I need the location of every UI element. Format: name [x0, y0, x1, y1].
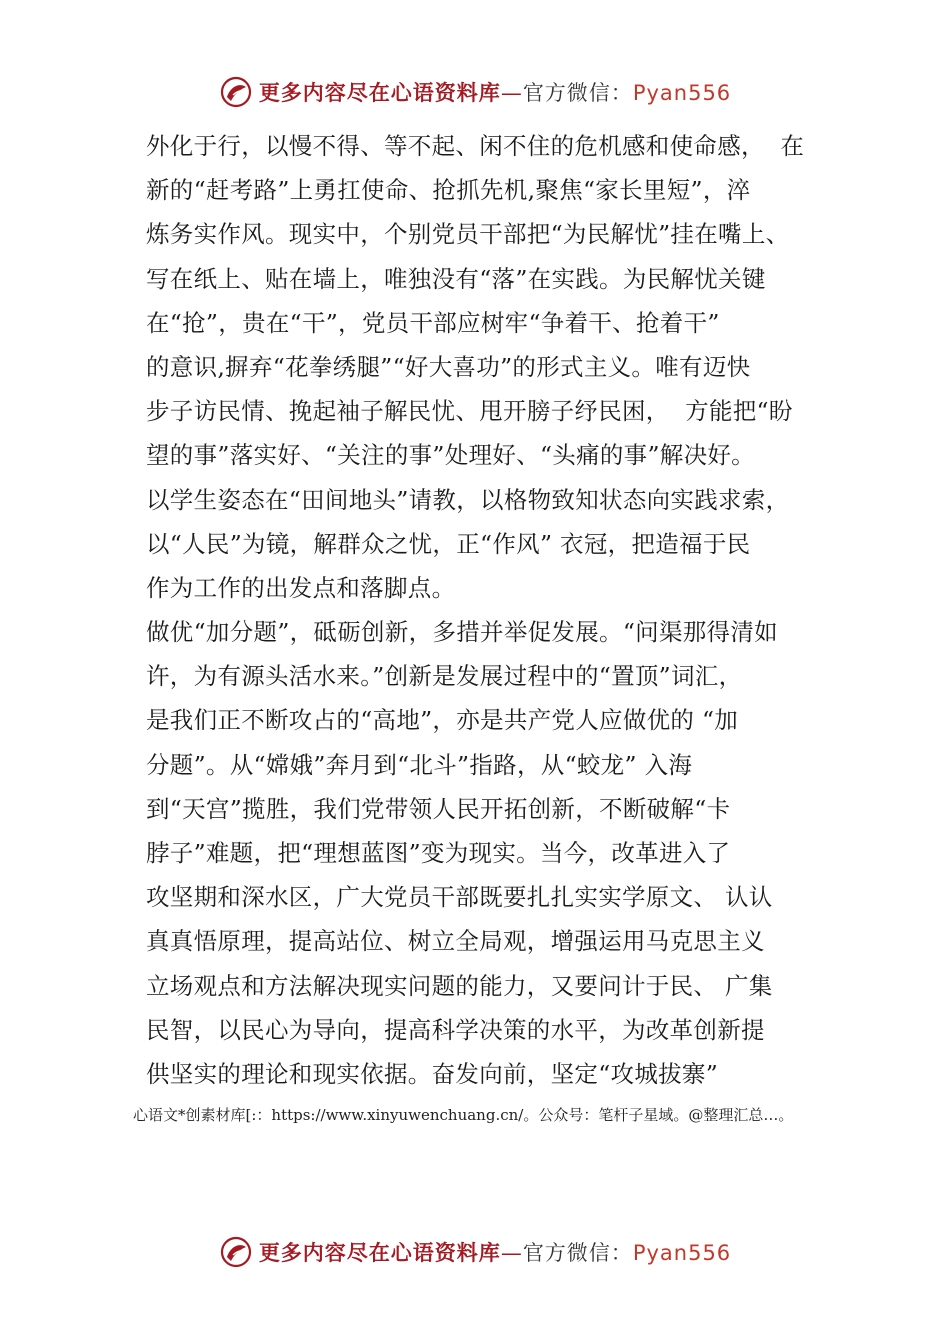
text-line: 攻坚期和深水区，广大党员干部既要扎扎实实学原文、 认认	[146, 883, 773, 912]
text-line: 炼务实作风。现实中，个别党员干部把“为民解忧”挂在嘴上、	[146, 220, 790, 249]
text-line: 民智，以民心为导向，提高科学决策的水平，为改革创新提	[146, 1015, 765, 1044]
banner-text	[259, 1237, 731, 1267]
text-line: 外化于行，以慢不得、等不起、闲不住的危机感和使命感， 在	[146, 132, 805, 160]
text-line: 以学生姿态在“田间地头”请教，以格物致知状态向实践求索，	[146, 485, 790, 514]
banner-wechat-id: Pyan556	[632, 1241, 732, 1265]
footer-banner	[0, 1230, 950, 1274]
text-line: 到“天宫”揽胜，我们党带领人民开拓创新，不断破解“卡	[146, 794, 731, 823]
text-line: 脖子”难题，把“理想蓝图”变为现实。当今，改革进入了	[146, 839, 731, 867]
text-line: 写在纸上、贴在墙上，唯独没有“落”在实践。为民解忧关键	[146, 264, 766, 293]
banner-main-text: 更多内容尽在心语资料库	[258, 1241, 501, 1265]
banner-main-text: 更多内容尽在心语资料库	[258, 81, 501, 105]
banner-wechat-label: 官方微信：	[522, 81, 633, 105]
text-line: 在“抢”，贵在“干”，党员干部应树牢“争着干、抢着干”	[146, 308, 720, 337]
text-line: 许，为有源头活水来。”创新是发展过程中的“置顶”词汇，	[146, 662, 743, 691]
text-line: 真真悟原理，提高站位、树立全局观，增强运用马克思主义	[146, 927, 765, 956]
text-line: 的意识,摒弃“花拳绣腿”“好大喜功”的形式主义。唯有迈快	[146, 352, 751, 381]
banner-wechat-label: 官方微信：	[522, 1241, 633, 1265]
banner-wechat-id: Pyan556	[632, 81, 732, 105]
text-line: 立场观点和方法解决现实问题的能力，又要问计于民、 广集	[146, 971, 773, 1000]
document-body	[146, 124, 846, 1096]
text-line: 是我们正不断攻占的“高地”，亦是共产党人应做优的 “加	[146, 706, 739, 735]
footnote: 心语文*创素材库[:：https://www.xinyuwenchuang.cn/。公众号：笔杆子星域。@整理汇总…。	[133, 1106, 794, 1124]
text-line: 步子访民情、挽起袖子解民忧、甩开膀子纾民困， 方能把“盼	[146, 397, 793, 426]
text-line: 望的事”落实好、“关注的事”处理好、“头痛的事”解决好。	[146, 441, 755, 470]
text-line: 供坚实的理论和现实依据。奋发向前，坚定“攻城拔寨”	[146, 1059, 719, 1088]
text-line: 作为工作的出发点和落脚点。	[146, 573, 456, 602]
header-banner	[0, 70, 950, 114]
text-line: 新的“赶考路”上勇扛使命、抢抓先机,聚焦“家长里短”，淬	[146, 176, 751, 205]
banner-text	[259, 77, 731, 107]
text-line: 分题”。从“嫦娥”奔月到“北斗”指路，从“蛟龙” 入海	[146, 750, 693, 779]
brand-logo-icon	[219, 75, 253, 109]
banner-separator: —	[500, 1241, 523, 1265]
text-line: 以“人民”为镜，解群众之忧，正“作风” 衣冠，把造福于民	[146, 529, 751, 558]
brand-logo-icon	[219, 1235, 253, 1269]
banner-separator: —	[500, 81, 523, 105]
text-line: 做优“加分题”，砥砺创新，多措并举促发展。“问渠那得清如	[146, 618, 778, 647]
